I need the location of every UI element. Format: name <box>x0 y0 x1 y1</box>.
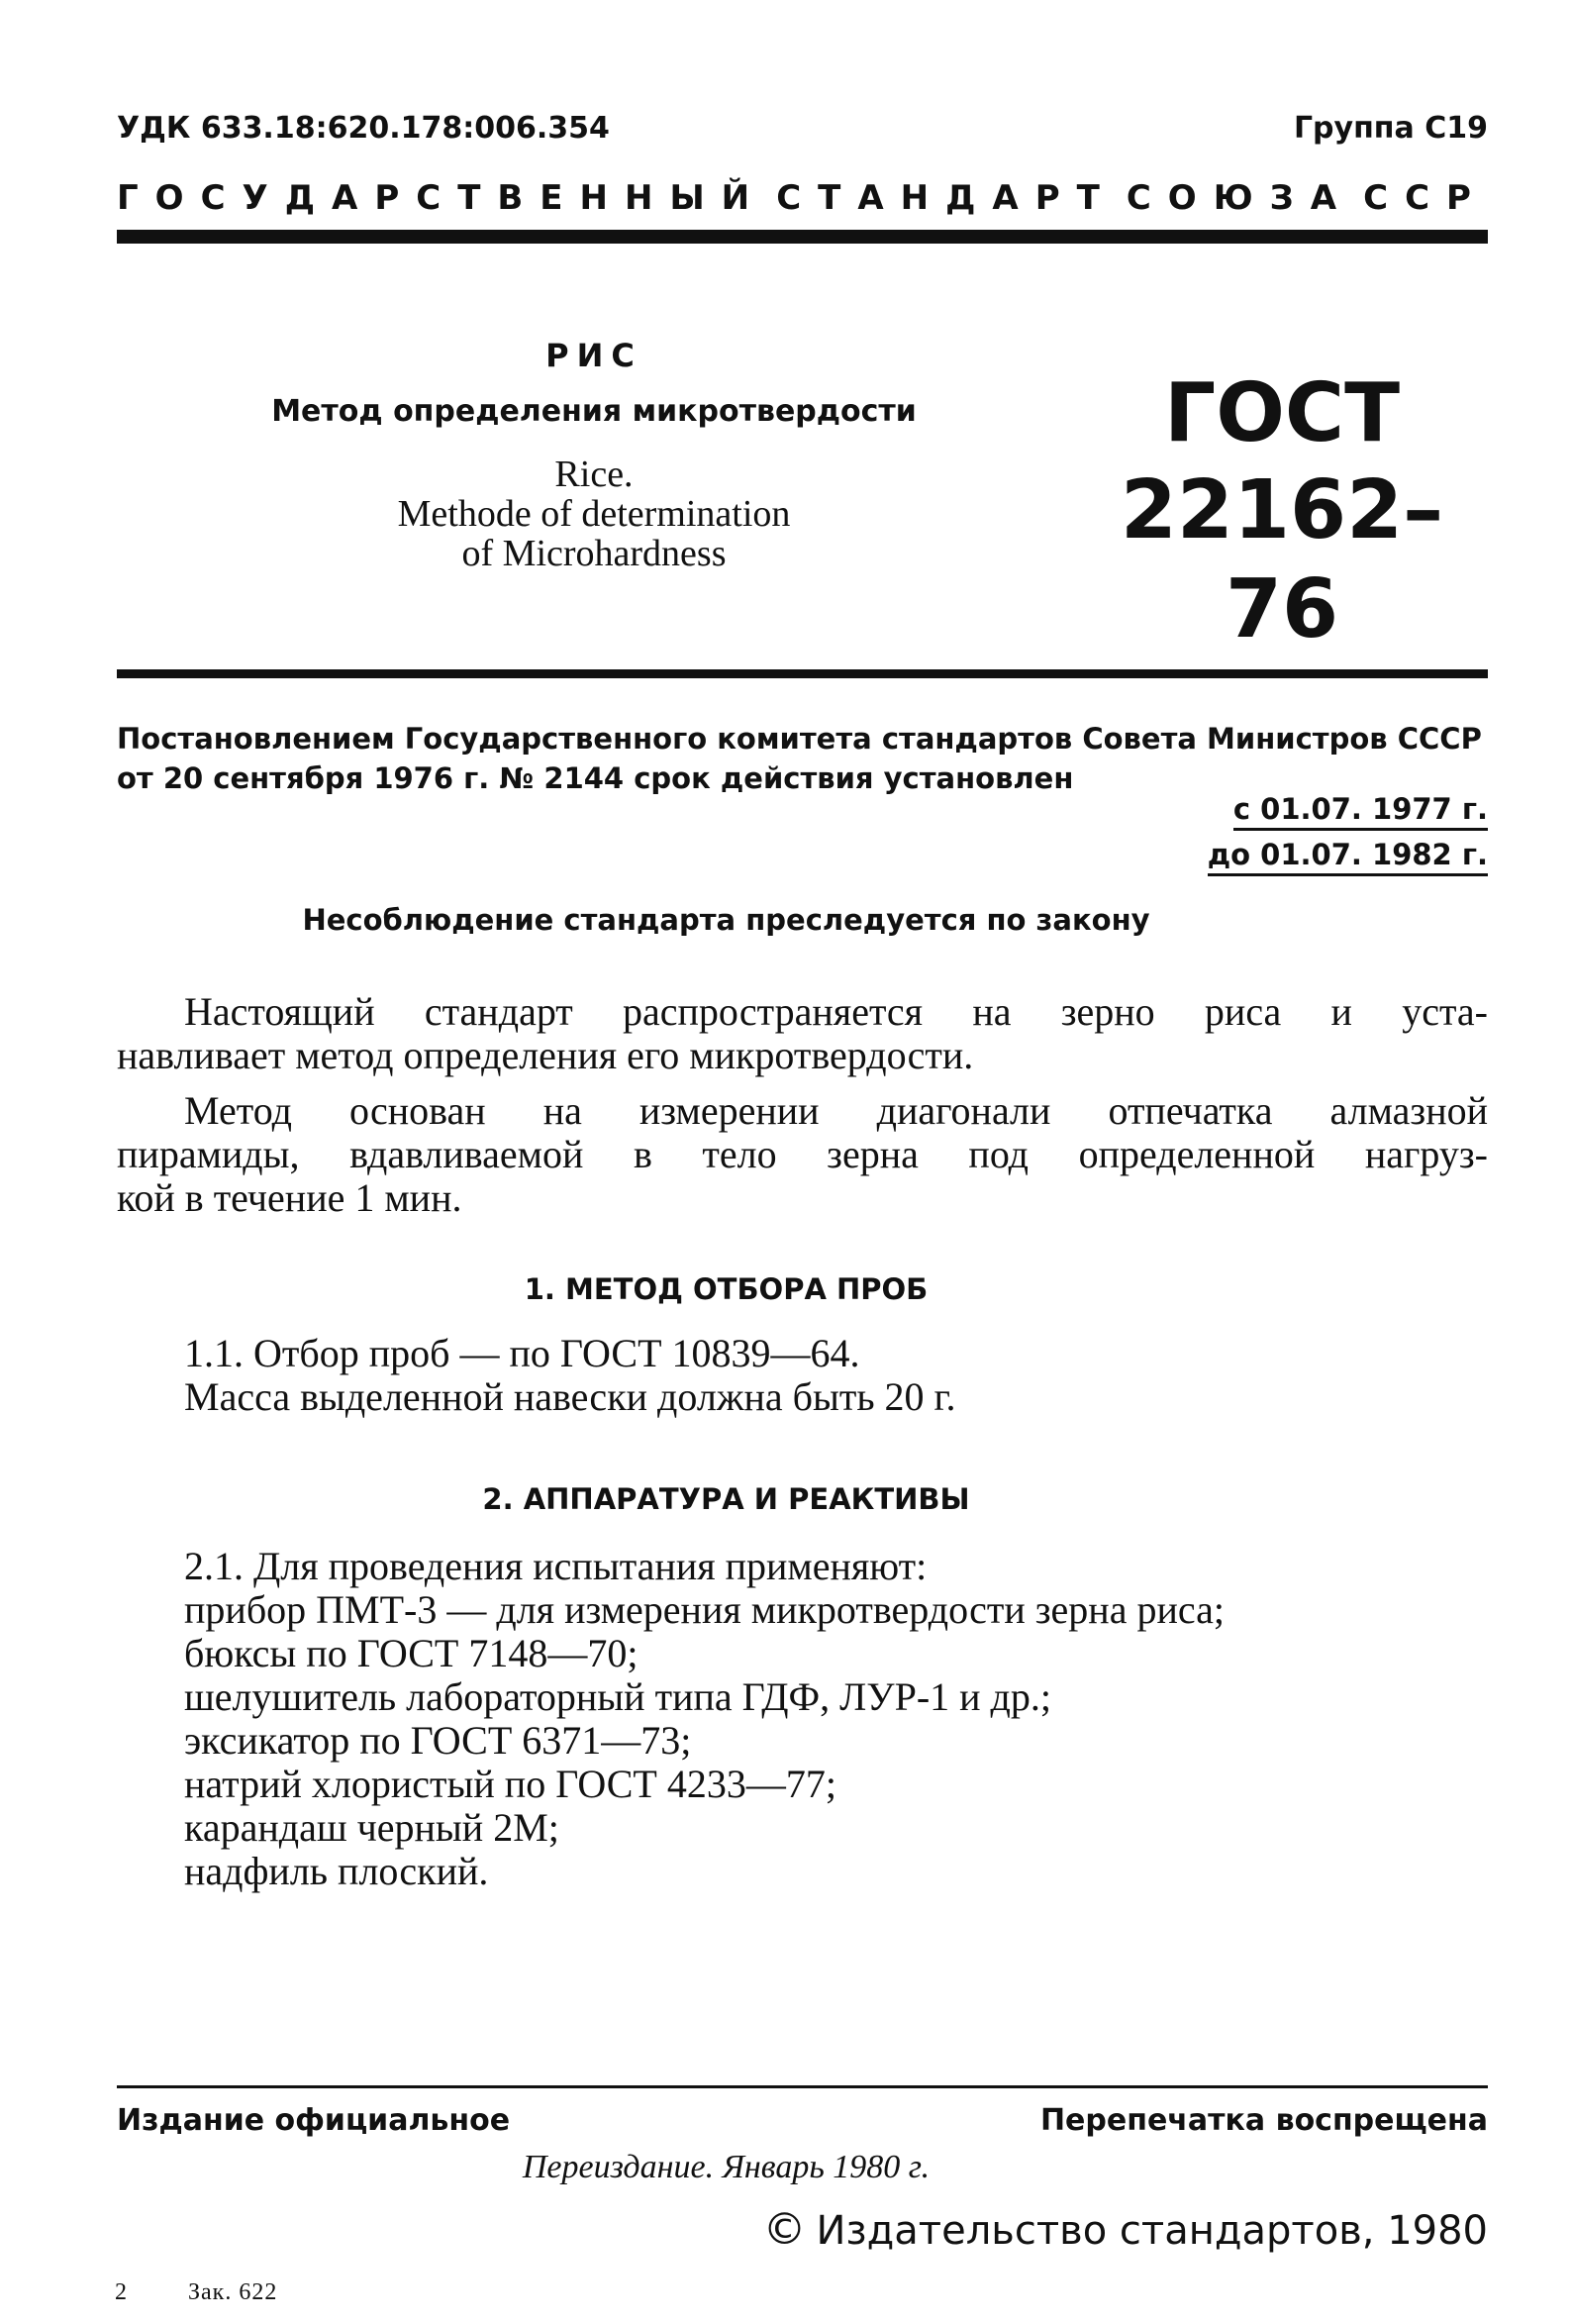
section-line: бюксы по ГОСТ 7148—70; <box>184 1631 638 1675</box>
section-line: карандаш черный 2М; <box>184 1805 559 1850</box>
title-ru: РИС <box>545 337 642 374</box>
banner-word: СОЮЗА <box>1126 178 1354 218</box>
section-line: 1.1. Отбор проб — по ГОСТ 10839—64. <box>184 1331 860 1375</box>
gost-label: ГОСТ <box>1163 366 1401 460</box>
gost-number: 22162–76 <box>1120 463 1444 657</box>
copyright-icon: © <box>762 2204 807 2255</box>
decree-line: от 20 сентября 1976 г. № 2144 срок действия установлен <box>117 761 1074 795</box>
intro-line: навливает метод определения его микротвердости. <box>117 1033 974 1077</box>
section-line: натрий хлористый по ГОСТ 4233—77; <box>184 1762 836 1806</box>
middle-rule <box>117 669 1488 678</box>
decree-line: Постановлением Государственного комитета стандартов Совета Министров СССР <box>117 722 1482 756</box>
intro-line: пирамиды, вдавливаемой в тело зерна под определенной нагруз- <box>117 1132 1488 1176</box>
copyright-notice <box>762 2204 1488 2255</box>
section-heading: 1. МЕТОД ОТБОРА ПРОБ <box>524 1272 929 1306</box>
footer-rule <box>117 2085 1488 2088</box>
section-line: прибор ПМТ-3 — для измерения микротвердости зерна риса; <box>184 1587 1225 1632</box>
section-body <box>184 1545 1225 1893</box>
copyright-text: Издательство стандартов, 1980 <box>816 2208 1488 2254</box>
section-line: эксикатор по ГОСТ 6371—73; <box>184 1718 692 1763</box>
intro-paragraph <box>117 990 1488 1077</box>
official-edition: Издание официальное <box>117 2103 511 2138</box>
non-compliance-notice: Несоблюдение стандарта преследуется по закону <box>302 903 1150 937</box>
page-number: 2 <box>115 2279 127 2305</box>
reprint-forbidden: Перепечатка воспрещена <box>1039 2103 1488 2138</box>
section-line: шелушитель лабораторный типа ГДФ, ЛУР-1 и др.; <box>184 1674 1052 1719</box>
validity-date-from: с 01.07. 1977 г. <box>1233 792 1488 831</box>
intro-line: Настоящий стандарт распространяется на зерно риса и уста- <box>184 989 1488 1034</box>
banner-word: ССР <box>1363 178 1488 218</box>
section-line: 2.1. Для проведения испытания применяют: <box>184 1544 928 1588</box>
title-en-line: Methode of determination <box>397 493 791 535</box>
top-thick-rule <box>117 230 1488 244</box>
intro-line: кой в течение 1 мин. <box>117 1175 462 1220</box>
section-heading: 2. АППАРАТУРА И РЕАКТИВЫ <box>482 1482 970 1516</box>
reissue-note: Переиздание. Январь 1980 г. <box>522 2149 931 2185</box>
section-line: надфиль плоский. <box>184 1849 489 1893</box>
gost-designation <box>1079 366 1485 659</box>
group-code: Группа С19 <box>1293 111 1488 146</box>
title-en-line: Rice. <box>554 454 634 495</box>
order-number: Зак. 622 <box>188 2279 278 2305</box>
validity-date-to: до 01.07. 1982 г. <box>1208 838 1488 876</box>
udk-code: УДК 633.18:620.178:006.354 <box>117 111 610 146</box>
state-standard-banner <box>117 178 1488 218</box>
intro-line: Метод основан на измерении диагонали отпечатка алмазной <box>184 1088 1488 1133</box>
section-line: Масса выделенной навески должна быть 20 г. <box>184 1374 956 1419</box>
title-block <box>257 337 931 573</box>
decree-text <box>117 719 1488 798</box>
method-title-ru: Метод определения микротвердости <box>271 394 917 429</box>
banner-word: СТАНДАРТ <box>776 178 1117 218</box>
intro-paragraph <box>117 1089 1488 1220</box>
title-en-line: of Microhardness <box>461 533 727 574</box>
section-body <box>184 1332 955 1419</box>
banner-word: ГОСУДАРСТВЕННЫЙ <box>117 178 767 218</box>
